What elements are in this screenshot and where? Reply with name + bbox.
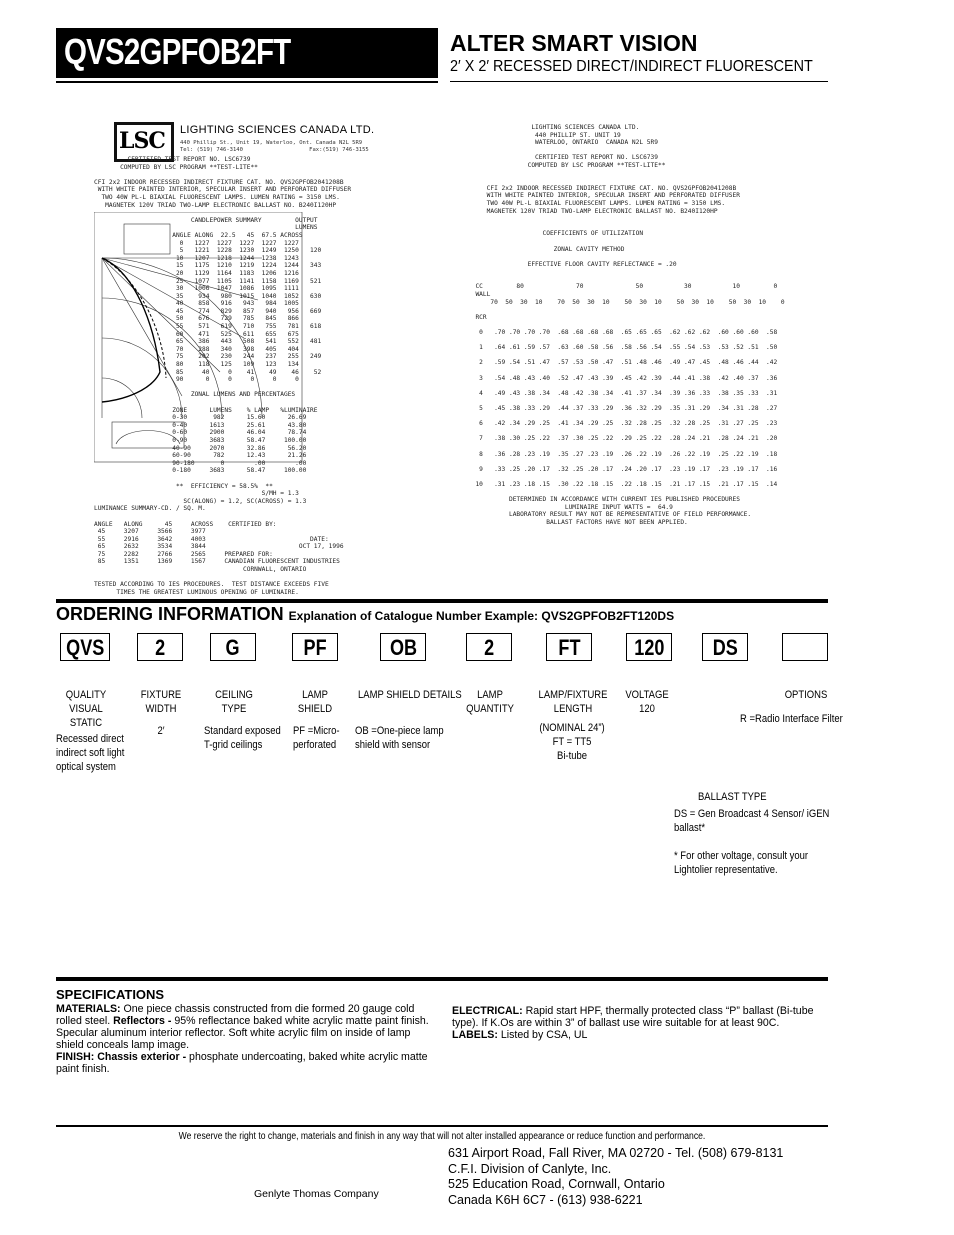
code-value: PF <box>303 635 327 660</box>
report-line: 25 1077 1105 1141 1158 1169 521 <box>94 277 322 285</box>
labels-label: LABELS: <box>452 1029 498 1041</box>
ordering-rule <box>56 599 828 603</box>
report-line: 60-90 782 12.43 21.26 <box>94 452 307 460</box>
report-line: 0-180 3683 58.47 100.00 <box>94 467 307 475</box>
photometric-report-left <box>92 118 392 596</box>
report-line: ZONAL CAVITY METHOD <box>468 245 625 253</box>
width-desc: 2′ <box>157 725 165 737</box>
footer-address <box>448 1146 783 1208</box>
report-line <box>468 177 785 185</box>
shield-label: LAMP SHIELD <box>297 689 333 715</box>
report-line: 85 1351 1369 1567 CANADIAN FLUORESCENT INDUSTRIES <box>94 558 340 566</box>
report-line <box>468 413 785 421</box>
report-line: RCR <box>468 313 487 321</box>
shield-desc: PF =Micro- perforated <box>293 725 340 751</box>
report-line: EFFECTIVE FLOOR CAVITY REFLECTANCE = .20 <box>468 260 677 268</box>
report-line: TWO 40W PL-L BIAXIAL FLUORESCENT LAMPS. LUMEN RATING = 3150 LMS. <box>468 199 726 207</box>
ordering-heading: ORDERING INFORMATION <box>56 604 284 624</box>
report-line: CFI 2x2 INDOOR RECESSED INDIRECT FIXTURE CAT. NO. QVS2GPFOB2041208B <box>468 184 737 192</box>
report-line <box>468 473 785 481</box>
report-line: 55 2916 3642 4003 DATE: <box>94 535 329 543</box>
report-line: 0-30 982 15.60 26.69 <box>94 414 307 422</box>
report-left-text <box>94 156 351 596</box>
report-line: 45 3207 3566 3977 <box>94 528 206 536</box>
report-line: WITH WHITE PAINTED INTERIOR, SPECULAR INSERT AND PERFORATED DIFFUSER <box>94 186 352 194</box>
report-line <box>468 306 785 314</box>
report-line: 50 676 729 785 845 866 <box>94 315 299 323</box>
report-line <box>94 209 351 217</box>
code-value: G <box>225 635 241 660</box>
report-line: MAGNETEK 120V TRIAD TWO-LAMP ELECTRONIC BALLAST NO. B240I120HP <box>94 201 337 209</box>
report-line: 0 1227 1227 1227 1227 1227 <box>94 239 299 247</box>
report-line: 60 471 525 611 655 675 <box>94 330 299 338</box>
report-line: 70 288 340 398 405 404 <box>94 345 299 353</box>
report-line: LUMINAIRE INPUT WATTS = 64.9 <box>468 503 673 511</box>
lsc-logo-text: LSC <box>119 128 165 154</box>
report-line: CERTIFIED TEST REPORT NO. LSC6739 <box>94 156 251 163</box>
product-subtitle: 2′ X 2′ RECESSED DIRECT/INDIRECT FLUORESCENT <box>450 58 813 75</box>
length-desc: (NOMINAL 24”) FT = TT5 Bi-tube <box>539 722 605 762</box>
address-line: 631 Airport Road, Fall River, MA 02720 - Tel. (508) 679-8131 <box>448 1146 784 1160</box>
code-box-ballast <box>702 633 748 661</box>
report-line <box>468 147 785 155</box>
report-line: 5 .45 .38 .33 .29 .44 .37 .33 .29 .36 .32 .29 .35 .31 .29 .34 .31 .28 .27 <box>468 404 778 412</box>
labels-text: Listed by CSA, UL <box>497 1029 588 1041</box>
report-line: LUMINANCE SUMMARY-CD. / SQ. M. <box>94 505 206 513</box>
ceiling-label: CEILING TYPE <box>215 689 253 715</box>
report-line: 10 1207 1218 1244 1238 1243 <box>94 254 299 262</box>
report-line <box>94 384 351 392</box>
product-title: ALTER SMART VISION <box>450 30 698 56</box>
report-line: 1 .64 .61 .59 .57 .63 .60 .58 .56 .58 .56 .54 .55 .54 .53 .53 .52 .51 .50 <box>468 344 778 352</box>
finish-text: phosphate undercoating, baked white acrylic matte paint finish. <box>56 1051 428 1075</box>
code-box-voltage <box>626 633 672 661</box>
header-rule <box>450 81 828 82</box>
report-line: ZONAL LUMENS AND PERCENTAGES <box>94 391 296 399</box>
report-line: 0 .70 .70 .70 .70 .68 .68 .68 .68 .65 .65 .65 .62 .62 .62 .60 .60 .60 .58 <box>468 329 778 337</box>
report-line: COMPUTED BY LSC PROGRAM **TEST-LITE** <box>468 161 666 169</box>
report-line <box>468 382 785 390</box>
report-line: 45 774 829 857 940 956 669 <box>94 307 322 315</box>
code-value: 2 <box>483 635 495 660</box>
code-box-width <box>137 633 183 661</box>
ordering-title <box>56 604 674 625</box>
report-line <box>468 458 785 466</box>
report-line <box>468 215 785 223</box>
report-line <box>468 253 785 261</box>
report-line: TESTED ACCORDING TO IES PROCEDURES. TEST DISTANCE EXCEEDS FIVE <box>94 581 329 589</box>
report-line: DETERMINED IN ACCORDANCE WITH CURRENT IES PUBLISHED PROCEDURES <box>468 496 740 504</box>
report-line <box>468 276 785 284</box>
report-line <box>468 397 785 405</box>
report-line: 90 0 0 0 0 0 <box>94 376 299 384</box>
code-box-quality <box>60 633 110 661</box>
report-line <box>468 170 785 178</box>
header-rule <box>56 81 438 83</box>
code-value: OB <box>389 635 417 660</box>
address-line: Canada K6H 6C7 - (613) 938-6221 <box>448 1192 643 1207</box>
report-line: 15 1175 1210 1219 1224 1244 343 <box>94 262 322 270</box>
report-line: 10 .31 .23 .18 .15 .30 .22 .18 .15 .22 .18 .15 .21 .17 .15 .21 .17 .15 .14 <box>468 480 778 488</box>
report-line: S/MH = 1.3 <box>94 490 299 498</box>
report-line <box>468 443 785 451</box>
report-line: LIGHTING SCIENCES CANADA LTD. <box>468 124 640 131</box>
report-line: 75 202 230 244 237 255 249 <box>94 353 322 361</box>
report-line: SC(ALONG) = 1.2, SC(ACROSS) = 1.3 <box>94 497 307 505</box>
lab-address: 440 Phillip St., Unit 19, Waterloo, Ont. Canada N2L 5R9 Tel: (519) 746-3140 Fax:(519) 746-3155 <box>180 140 369 153</box>
report-line <box>468 268 785 276</box>
footer-rule <box>56 1125 828 1127</box>
report-line <box>468 321 785 329</box>
report-line <box>468 337 785 345</box>
shield-details-desc: OB =One-piece lamp shield with sensor <box>355 725 444 751</box>
report-line: 3 .54 .48 .43 .40 .52 .47 .43 .39 .45 .42 .39 .44 .41 .38 .42 .40 .37 .36 <box>468 374 778 382</box>
specifications-materials <box>56 1003 431 1075</box>
report-line: MAGNETEK 120V TRIAD TWO-LAMP ELECTRONIC BALLAST NO. B240I120HP <box>468 207 718 215</box>
code-value: 120 <box>633 635 665 660</box>
address-line: C.F.I. Division of Canlyte, Inc. <box>448 1161 612 1176</box>
address-line: 525 Education Road, Cornwall, Ontario <box>448 1177 665 1191</box>
report-line: ANGLE ALONG 45 ACROSS CERTIFIED BY: <box>94 520 277 528</box>
finish-label: FINISH: Chassis exterior - <box>56 1051 187 1063</box>
code-box-length <box>546 633 592 661</box>
report-line: 0-40 1613 25.61 43.80 <box>94 421 307 429</box>
report-line: 7 .38 .30 .25 .22 .37 .30 .25 .22 .29 .25 .22 .28 .24 .21 .28 .24 .21 .20 <box>468 435 778 443</box>
reflectors-text: 95% reflectance baked white acrylic matte paint finish. Specular aluminum interior reflector. Soft white acrylic film on inside of lamp shield conceals lamp image. <box>56 1015 429 1051</box>
ballast-desc: DS = Gen Broadcast 4 Sensor/ iGEN ballast* <box>674 808 830 834</box>
report-line <box>94 475 351 483</box>
code-value: DS <box>712 635 738 660</box>
report-line: 40 858 916 943 984 1005 <box>94 300 299 308</box>
specifications-rule <box>56 977 828 981</box>
footer-disclaimer: We reserve the right to change, materials and finish in any way that will not alter installed appearance or reduce function and performance. <box>178 1131 706 1142</box>
report-line: 85 40 0 41 49 46 52 <box>94 368 322 376</box>
materials-label: MATERIALS: <box>56 1003 121 1015</box>
model-number: QVS2GPFOB2FT <box>64 31 291 72</box>
report-line <box>468 238 785 246</box>
report-line: LABORATORY RESULT MAY NOT BE REPRESENTATIVE OF FIELD PERFORMANCE. <box>468 511 752 519</box>
report-line: 65 2632 3534 3844 OCT 17, 1996 <box>94 543 344 551</box>
report-line: 90-180 0 .00 .00 <box>94 459 307 467</box>
width-label: FIXTURE WIDTH <box>140 689 182 715</box>
report-line: ANGLE ALONG 22.5 45 67.5 ACROSS <box>94 231 303 239</box>
code-box-shield-details <box>380 633 426 661</box>
report-line: 6 .42 .34 .29 .25 .41 .34 .29 .25 .32 .28 .25 .32 .28 .25 .31 .27 .25 .23 <box>468 420 778 428</box>
report-line: ZONE LUMENS % LAMP %LUMINAIRE <box>94 406 318 414</box>
report-line: COMPUTED BY LSC PROGRAM **TEST-LITE** <box>94 163 258 171</box>
report-line <box>468 489 785 497</box>
ceiling-desc: Standard exposed T-grid ceilings <box>204 725 281 751</box>
report-line: 440 PHILLIP ST. UNIT 19 <box>468 131 621 139</box>
lab-name: LIGHTING SCIENCES CANADA LTD. <box>180 124 375 136</box>
report-line: 65 386 443 508 541 552 481 <box>94 338 322 346</box>
reflectors-label: Reflectors - <box>113 1015 172 1027</box>
report-line: 35 934 980 1015 1040 1052 630 <box>94 292 322 300</box>
report-line: 8 .36 .28 .23 .19 .35 .27 .23 .19 .26 .22 .19 .26 .22 .19 .25 .22 .19 .18 <box>468 450 778 458</box>
report-line <box>468 352 785 360</box>
report-line <box>94 574 351 582</box>
report-line: 0-60 2900 46.04 78.74 <box>94 429 307 437</box>
quantity-label: LAMP QUANTITY <box>466 689 514 715</box>
shield-details-label: LAMP SHIELD DETAILS <box>358 689 462 701</box>
report-line <box>94 513 351 521</box>
report-line: WALL <box>468 291 491 299</box>
report-line <box>94 171 351 179</box>
report-line: CERTIFIED TEST REPORT NO. LSC6739 <box>468 154 658 162</box>
report-line: TIMES THE GREATEST LUMINOUS OPENING OF LUMINAIRE. <box>94 588 299 596</box>
report-line: ** EFFICIENCY = 58.5% ** <box>94 482 273 490</box>
report-line: CC 80 70 50 30 10 0 <box>468 283 778 291</box>
report-line: 2 .59 .54 .51 .47 .57 .53 .50 .47 .51 .48 .46 .49 .47 .45 .48 .46 .44 .42 <box>468 359 778 367</box>
report-line: 80 118 125 109 123 134 <box>94 361 299 369</box>
options-label: OPTIONS <box>784 689 828 701</box>
report-line: 40-90 2070 32.86 56.20 <box>94 444 307 452</box>
report-line: 55 571 619 710 755 781 618 <box>94 323 322 331</box>
report-line: WITH WHITE PAINTED INTERIOR, SPECULAR INSERT AND PERFORATED DIFFUSER <box>468 192 740 200</box>
code-box-options <box>782 633 828 661</box>
report-line: 30 1006 1047 1086 1095 1111 <box>94 285 299 293</box>
report-line: 5 1221 1228 1230 1249 1250 120 <box>94 247 322 255</box>
footer-company: Genlyte Thomas Company <box>254 1188 379 1200</box>
code-value: FT <box>557 635 581 660</box>
options-desc: R =Radio Interface Filter <box>740 713 843 725</box>
report-line <box>468 367 785 375</box>
report-line: CORNWALL, ONTARIO <box>94 566 307 574</box>
quality-label: QUALITY VISUAL STATIC <box>65 689 107 729</box>
report-line <box>468 428 785 436</box>
report-line: 9 .33 .25 .20 .17 .32 .25 .20 .17 .24 .20 .17 .23 .19 .17 .23 .19 .17 .16 <box>468 465 778 473</box>
report-line: 70 50 30 10 70 50 30 10 50 30 10 50 30 10 50 30 10 0 <box>468 298 785 306</box>
report-line: COEFFICIENTS OF UTILIZATION <box>468 230 644 238</box>
report-line: WATERLOO, ONTARIO CANADA N2L 5R9 <box>468 139 658 147</box>
report-line: LUMENS <box>94 224 318 232</box>
ordering-example: Explanation of Catalogue Number Example: QVS2GPFOB2FT120DS <box>288 609 675 623</box>
report-line: TWO 40W PL-L BIAXIAL FLUORESCENT LAMPS. LUMEN RATING = 3150 LMS. <box>94 193 340 201</box>
ballast-note: * For other voltage, consult your Lightolier representative. <box>674 850 809 876</box>
report-line: BALLAST FACTORS HAVE NOT BEEN APPLIED. <box>468 518 688 526</box>
length-label: LAMP/FIXTURE LENGTH <box>538 689 608 715</box>
report-line: 0-90 3683 58.47 100.00 <box>94 436 307 444</box>
code-value: 2 <box>154 635 166 660</box>
code-box-shield <box>292 633 338 661</box>
report-line: 20 1129 1164 1183 1206 1216 <box>94 269 299 277</box>
report-right-text <box>468 124 785 526</box>
report-line: CANDLEPOWER SUMMARY OUTPUT <box>94 216 318 224</box>
photometric-report-right <box>468 124 808 526</box>
report-line: 4 .49 .43 .38 .34 .48 .42 .38 .34 .41 .37 .34 .39 .36 .33 .38 .35 .33 .31 <box>468 389 778 397</box>
specifications-electrical <box>452 1005 832 1041</box>
code-box-ceiling <box>210 633 256 661</box>
voltage-label: VOLTAGE 120 <box>625 689 669 715</box>
code-value: QVS <box>65 635 105 660</box>
report-line: CFI 2x2 INDOOR RECESSED INDIRECT FIXTURE CAT. NO. QVS2GPFOB2041208B <box>94 178 344 186</box>
ballast-label: BALLAST TYPE <box>698 791 767 803</box>
electrical-label: ELECTRICAL: <box>452 1005 523 1017</box>
report-line <box>94 399 351 407</box>
model-number-banner <box>56 28 438 78</box>
specifications-title: SPECIFICATIONS <box>56 987 165 1002</box>
quality-desc: Recessed direct indirect soft light optical system <box>56 733 125 773</box>
report-line: 75 2282 2766 2565 PREPARED FOR: <box>94 550 273 558</box>
report-line <box>468 223 785 231</box>
materials-text: One piece chassis constructed from die formed 20 gauge cold rolled steel. <box>56 1003 415 1027</box>
code-box-quantity <box>466 633 512 661</box>
electrical-text: Rapid start HPF, thermally protected class “P” ballast (Bi-tube type). If K.Os are within 3” of ballast use wire suitable for at least 90C. <box>452 1005 814 1029</box>
